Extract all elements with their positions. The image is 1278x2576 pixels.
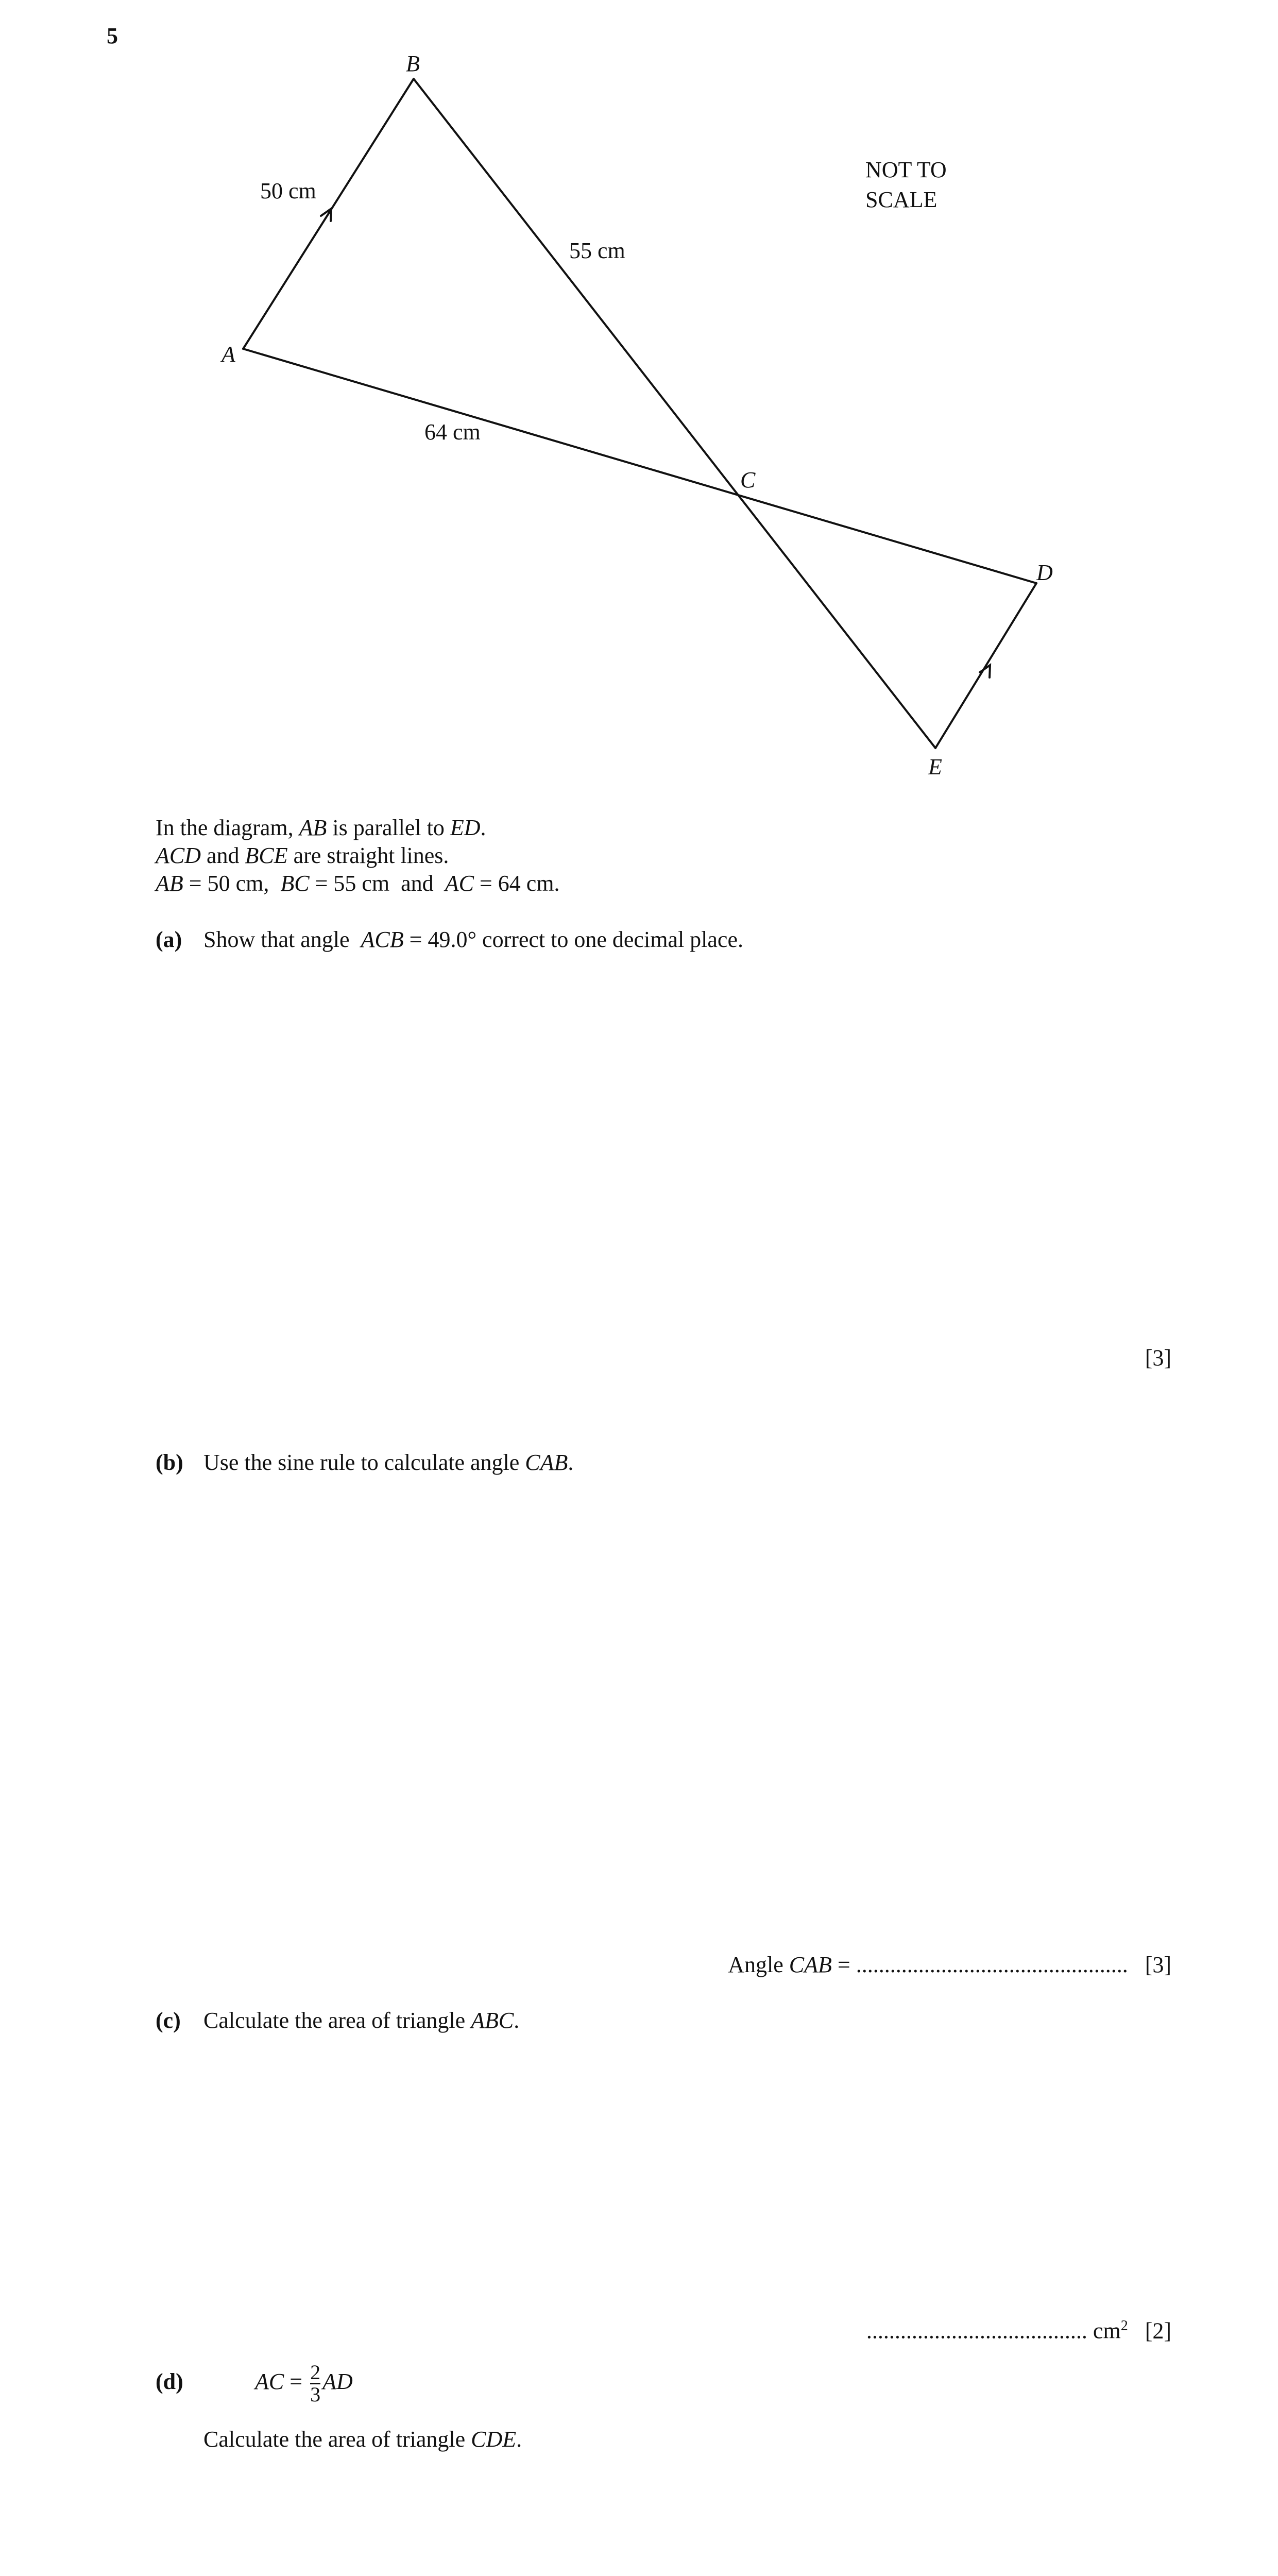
- intro-line-2: ACD and BCE are straight lines.: [156, 843, 449, 868]
- part-d-equation: AC = $\frac{2}{3}$ AD: [255, 2361, 353, 2406]
- part-a-label: (a): [156, 927, 182, 952]
- part-c-label: (c): [156, 2008, 181, 2033]
- line-ed: [935, 583, 1036, 748]
- not-to-scale-line1: NOT TO: [865, 157, 947, 182]
- part-a-marks: [3]: [1145, 1345, 1171, 1370]
- part-d-label: (d): [156, 2369, 183, 2394]
- part-b-question: Use the sine rule to calculate angle CAB.: [203, 1450, 574, 1475]
- part-d-question: Calculate the area of triangle CDE.: [203, 2427, 522, 2452]
- intro-line-1: In the diagram, AB is parallel to ED.: [156, 815, 486, 840]
- part-b-label: (b): [156, 1450, 183, 1475]
- point-label-b: B: [406, 51, 420, 76]
- part-c-answer-line[interactable]: ....................................... $cm^2$ [2]: [866, 2318, 1171, 2344]
- part-b-marks: [3]: [1145, 1952, 1171, 1977]
- geometry-diagram: [0, 0, 1278, 804]
- part-c-question: Calculate the area of triangle ABC.: [203, 2008, 520, 2033]
- line-bce: [414, 79, 938, 748]
- part-c-marks: [2]: [1145, 2318, 1171, 2344]
- intro-line-3: AB = 50 cm, BC = 55 cm and AC = 64 cm.: [156, 871, 560, 896]
- not-to-scale-line2: SCALE: [865, 187, 938, 212]
- part-a-question: Show that angle ACB = 49.0° correct to one decimal place.: [203, 927, 743, 952]
- line-acd: [243, 349, 1036, 583]
- fraction-two-thirds: $\frac{2}{3}$: [310, 2361, 321, 2406]
- question-number: 5: [107, 23, 118, 48]
- length-label-ab: 50 cm: [260, 178, 316, 204]
- line-ab: [243, 79, 414, 349]
- point-label-c: C: [740, 467, 756, 493]
- part-b-answer-line[interactable]: Angle CAB = ................................................ [3]: [728, 1952, 1171, 1977]
- point-label-e: E: [928, 754, 942, 779]
- point-label-a: A: [221, 342, 235, 367]
- length-label-bc: 55 cm: [569, 238, 625, 263]
- length-label-ac: 64 cm: [424, 419, 481, 445]
- point-label-d: D: [1036, 560, 1053, 585]
